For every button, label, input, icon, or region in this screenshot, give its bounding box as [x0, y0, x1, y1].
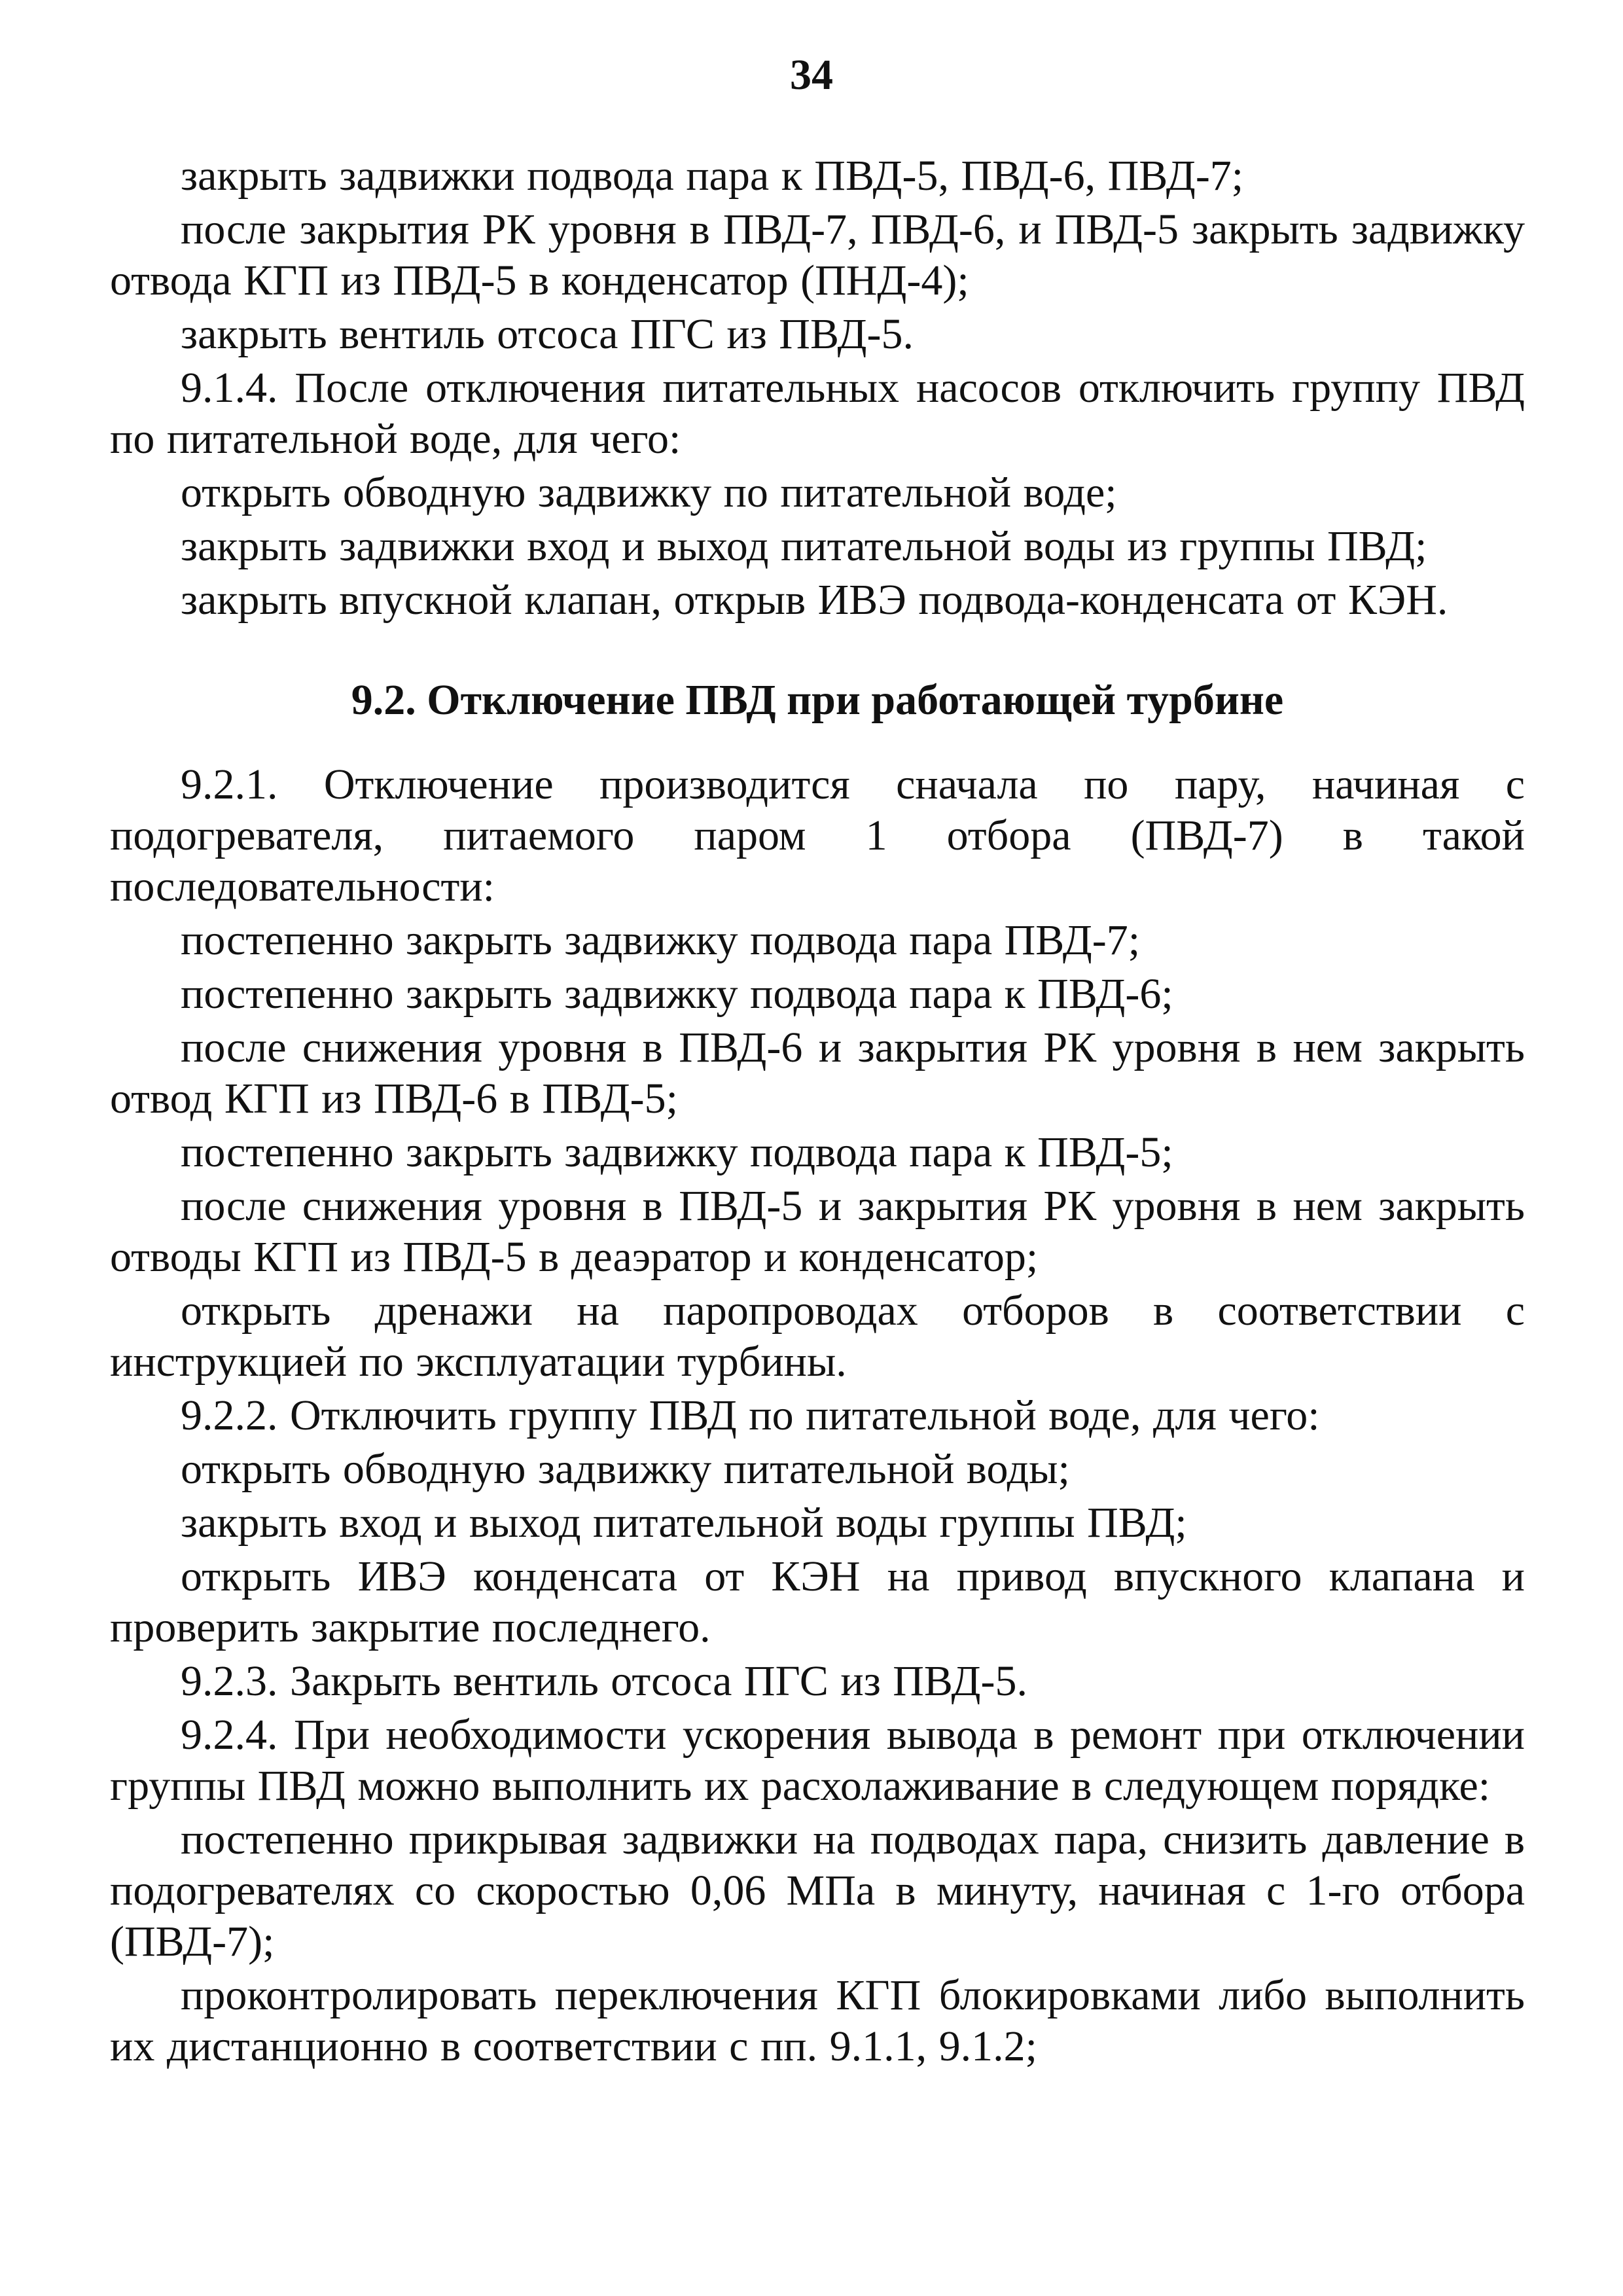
paragraph: закрыть задвижки вход и выход питательной воды из группы ПВД; — [181, 522, 1427, 570]
paragraph: постепенно закрыть задвижку подвода пара к ПВД-6; — [181, 970, 1173, 1018]
section-heading: 9.2. Отключение ПВД при работающей турбине — [351, 676, 1284, 724]
paragraph: постепенно закрыть задвижку подвода пара ПВД-7; — [181, 916, 1141, 964]
paragraph: открыть обводную задвижку питательной воды; — [181, 1445, 1070, 1493]
paragraph: открыть ИВЭ конденсата от КЭН на привод впускного клапана и проверить закрытие последнего. — [110, 1552, 1525, 1651]
paragraph: после закрытия РК уровня в ПВД-7, ПВД-6, и ПВД-5 закрыть задвижку отвода КГП из ПВД-5 в конденсатор (ПНД-4); — [110, 206, 1525, 304]
paragraph: после снижения уровня в ПВД-5 и закрытия РК уровня в нем закрыть отводы КГП из ПВД-5 в деаэратор и конденсатор; — [110, 1182, 1525, 1281]
paragraph-clause-9-1-4: 9.1.4. После отключения питательных насосов отключить группу ПВД по питательной воде, для чего: — [110, 364, 1525, 463]
paragraph: открыть обводную задвижку по питательной воде; — [181, 469, 1117, 516]
paragraph: закрыть вход и выход питательной воды группы ПВД; — [181, 1499, 1187, 1547]
page-body — [110, 151, 1525, 2075]
paragraph: проконтролировать переключения КГП блокировками либо выполнить их дистанционно в соответствии с пп. 9.1.1, 9.1.2; — [110, 1971, 1525, 2070]
paragraph: постепенно закрыть задвижку подвода пара к ПВД-5; — [181, 1128, 1173, 1176]
paragraph: постепенно прикрывая задвижки на подводах пара, снизить давление в подогревателях со скоростью 0,06 МПа в минуту, начиная с 1-го отбора (ПВД-7); — [110, 1816, 1525, 1965]
paragraph-clause-9-2-3: 9.2.3. Закрыть вентиль отсоса ПГС из ПВД-5. — [181, 1657, 1027, 1705]
page-number: 34 — [790, 51, 833, 99]
paragraph-clause-9-2-4: 9.2.4. При необходимости ускорения вывода в ремонт при отключении группы ПВД можно выполнить их расхолаживание в следующем порядке: — [110, 1711, 1525, 1810]
paragraph: закрыть впускной клапан, открыв ИВЭ подвода-конденсата от КЭН. — [181, 576, 1448, 624]
paragraph: после снижения уровня в ПВД-6 и закрытия РК уровня в нем закрыть отвод КГП из ПВД-6 в ПВД-5; — [110, 1024, 1525, 1122]
paragraph: открыть дренажи на паропроводах отборов в соответствии с инструкцией по эксплуатации турбины. — [110, 1287, 1525, 1386]
paragraph: закрыть вентиль отсоса ПГС из ПВД-5. — [181, 310, 914, 358]
paragraph: закрыть задвижки подвода пара к ПВД-5, ПВД-6, ПВД-7; — [181, 152, 1244, 200]
paragraph-clause-9-2-2: 9.2.2. Отключить группу ПВД по питательной воде, для чего: — [181, 1391, 1320, 1439]
paragraph-clause-9-2-1: 9.2.1. Отключение производится сначала по пару, начиная с подогревателя, питаемого паром 1 отбора (ПВД-7) в такой последовательности: — [110, 761, 1525, 910]
